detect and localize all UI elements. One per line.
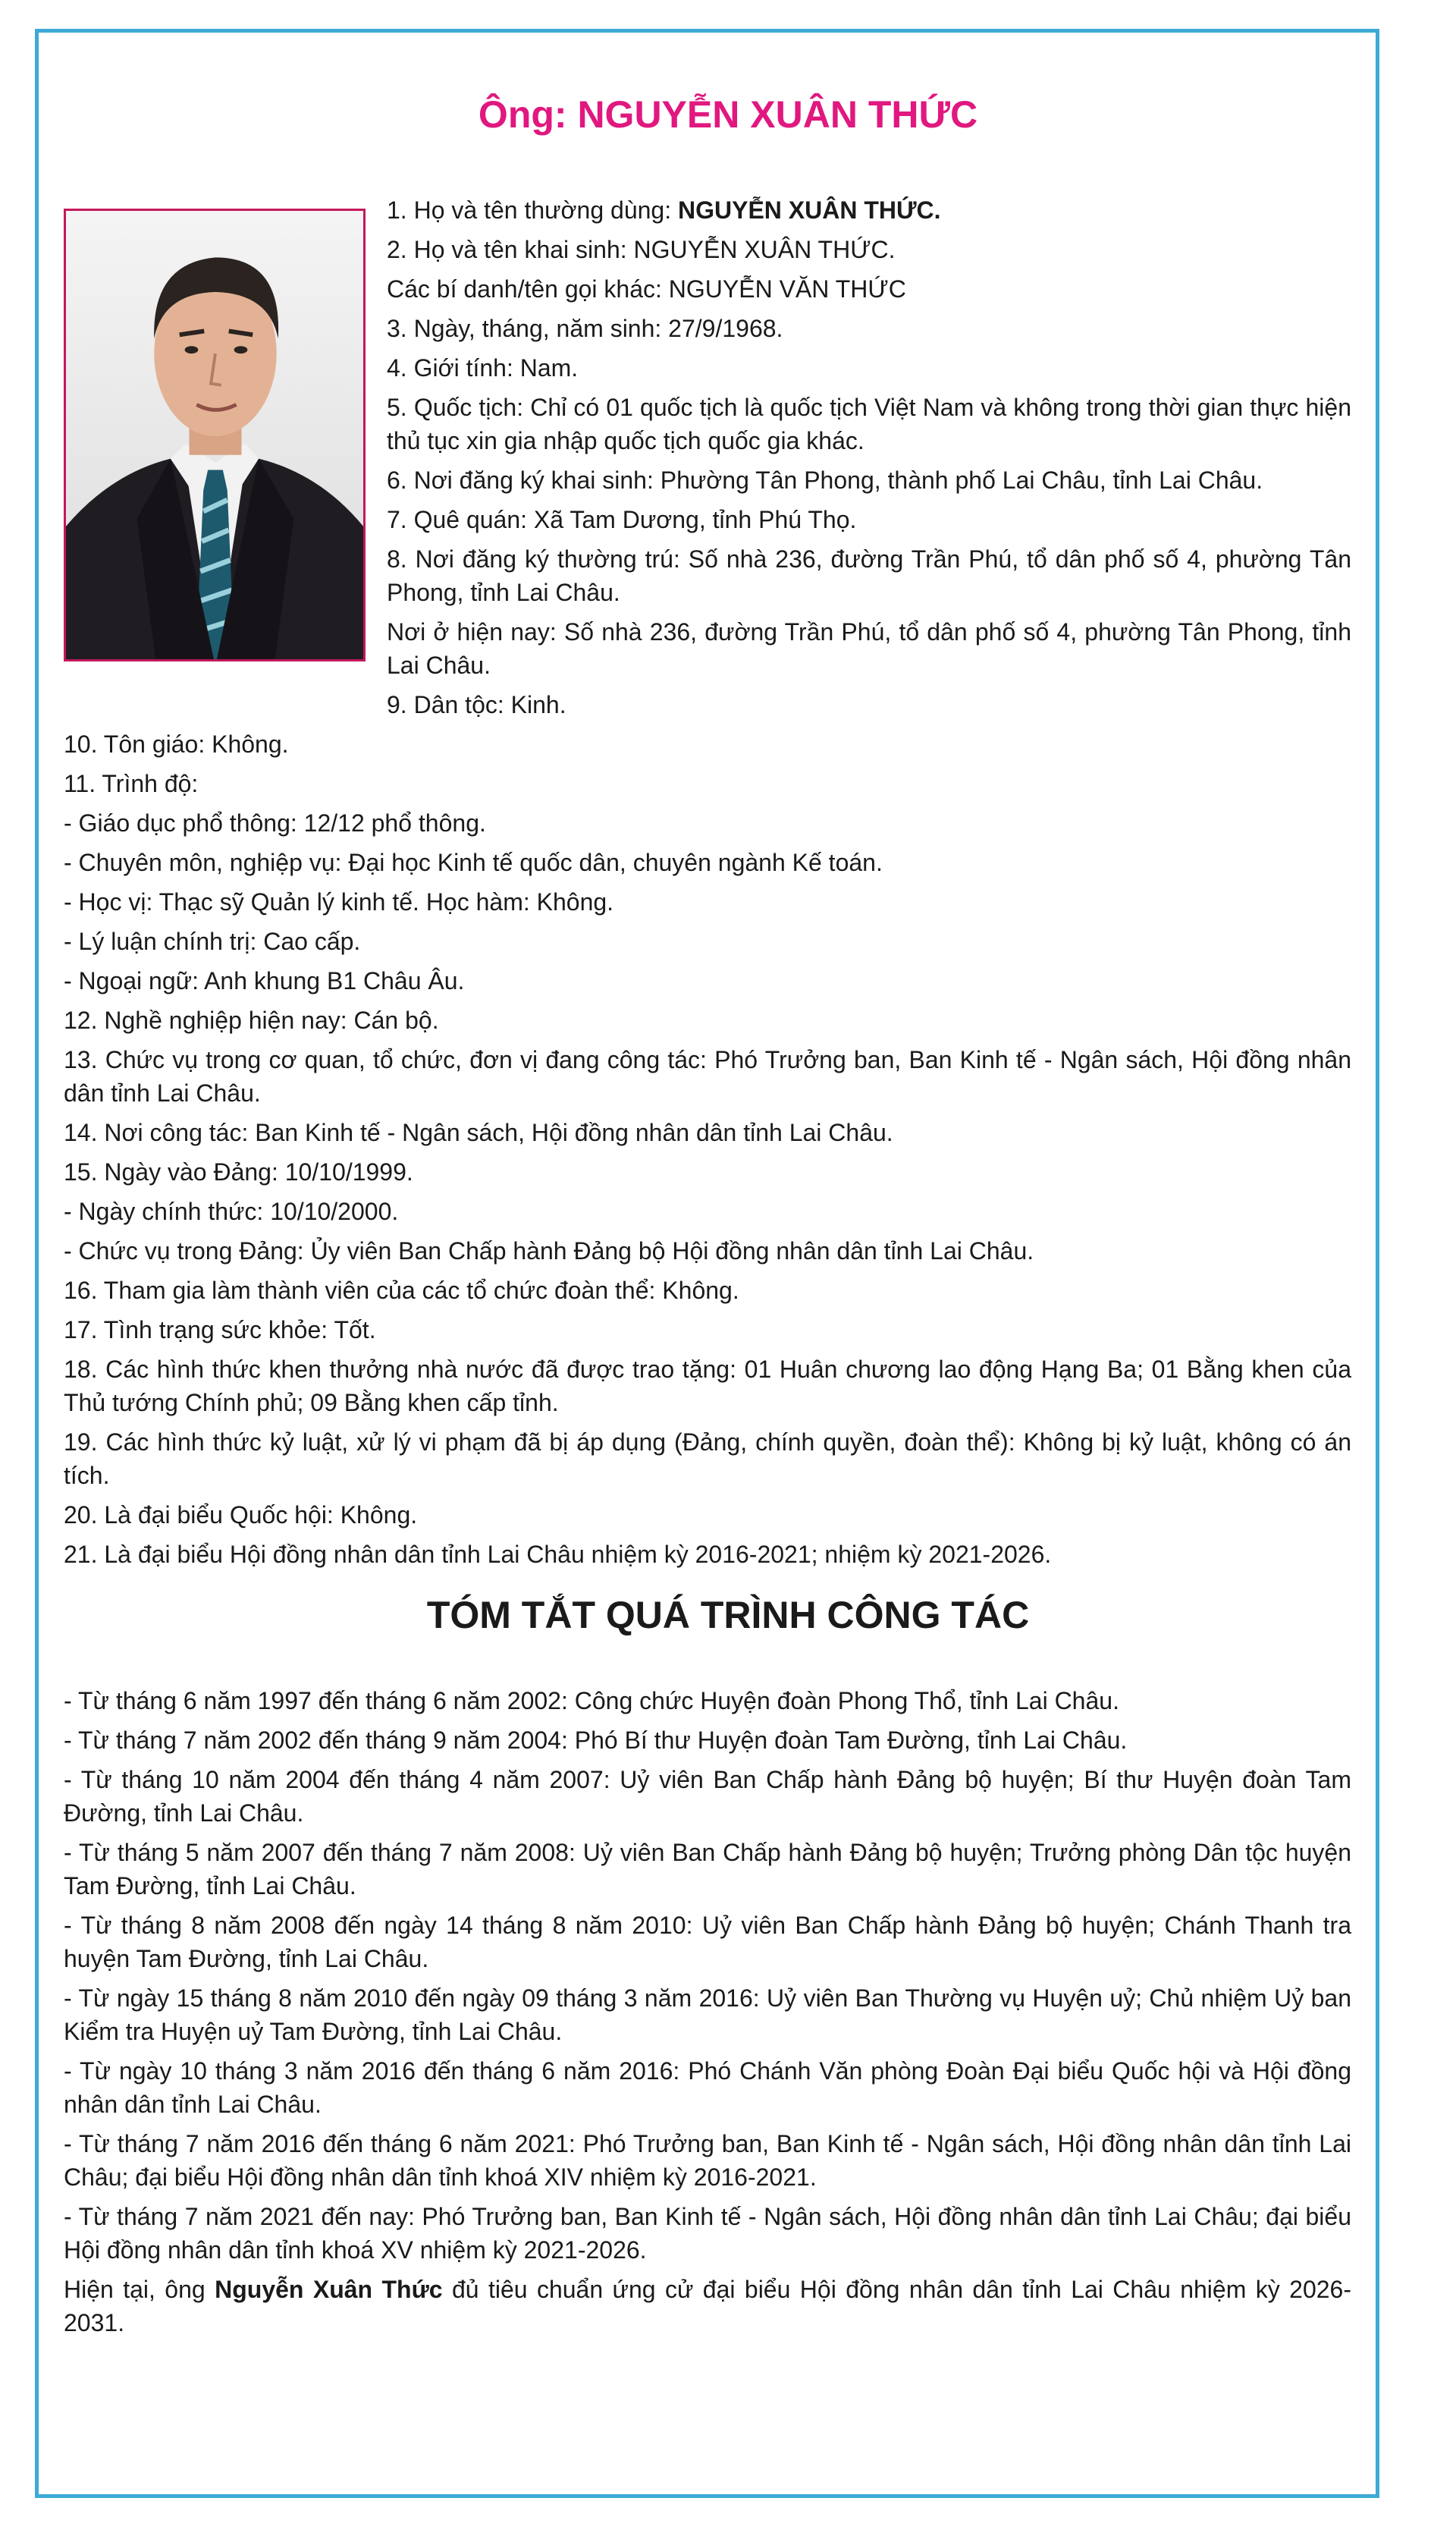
info-position: 13. Chức vụ trong cơ quan, tổ chức, đơn vị đang công tác: Phó Trưởng ban, Ban Kinh tế - Ngân sách, Hội đồng nhân dân tỉnh Lai Châu. [64, 1046, 1351, 1107]
career-item: - Từ tháng 7 năm 2021 đến nay: Phó Trưởng ban, Ban Kinh tế - Ngân sách, Hội đồng nhân dân tỉnh Lai Châu; đại biểu Hội đồng nhân dân tỉnh khoá XV nhiệm kỳ 2021-2026. [64, 2203, 1351, 2264]
career-item: - Từ tháng 8 năm 2008 đến ngày 14 tháng 8 năm 2010: Uỷ viên Ban Chấp hành Đảng bộ huyện; Chánh Thanh tra huyện Tam Đường, tỉnh Lai Châu. [64, 1912, 1351, 1972]
portrait-illustration [66, 211, 363, 659]
info-birth-date: 3. Ngày, tháng, năm sinh: 27/9/1968. [387, 315, 783, 342]
info-specialization: - Chuyên môn, nghiệp vụ: Đại học Kinh tế quốc dân, chuyên ngành Kế toán. [64, 849, 883, 876]
info-discipline: 19. Các hình thức kỷ luật, xử lý vi phạm đã bị áp dụng (Đảng, chính quyền, đoàn thể): Không bị kỷ luật, không có án tích. [64, 1428, 1351, 1489]
closing-name-bold: Nguyễn Xuân Thức [215, 2276, 443, 2303]
info-foreign-language: - Ngoại ngữ: Anh khung B1 Châu Âu. [64, 967, 465, 994]
info-organizations: 16. Tham gia làm thành viên của các tổ chức đoàn thể: Không. [64, 1277, 739, 1304]
info-political-theory: - Lý luận chính trị: Cao cấp. [64, 928, 361, 955]
info-nationality: 5. Quốc tịch: Chỉ có 01 quốc tịch là quốc tịch Việt Nam và không trong thời gian thực hiện thủ tục xin gia nhập quốc tịch quốc gia khác. [387, 394, 1351, 454]
career-item: - Từ tháng 7 năm 2002 đến tháng 9 năm 2004: Phó Bí thư Huyện đoàn Tam Đường, tỉnh Lai Châu. [64, 1727, 1128, 1754]
closing-text: đủ tiêu chuẩn ứng cử đại biểu Hội đồng nhân dân tỉnh Lai Châu nhiệm kỳ 2026-2031. [64, 2276, 1352, 2336]
career-item: - Từ tháng 7 năm 2016 đến tháng 6 năm 2021: Phó Trưởng ban, Ban Kinh tế - Ngân sách, Hội đồng nhân dân tỉnh Lai Châu; đại biểu Hội đồng nhân dân tỉnh khoá XIV nhiệm kỳ 2016-2021. [64, 2130, 1351, 2191]
info-degree: - Học vị: Thạc sỹ Quản lý kinh tế. Học hàm: Không. [64, 888, 614, 916]
info-hometown: 7. Quê quán: Xã Tam Dương, tỉnh Phú Thọ. [387, 506, 857, 533]
closing-text: Hiện tại, ông [64, 2276, 215, 2303]
career-item: - Từ tháng 5 năm 2007 đến tháng 7 năm 2008: Uỷ viên Ban Chấp hành Đảng bộ huyện; Trưởng phòng Dân tộc huyện Tam Đường, tỉnh Lai Châu. [64, 1839, 1351, 1899]
info-occupation: 12. Nghề nghiệp hiện nay: Cán bộ. [64, 1007, 439, 1034]
info-general-education: - Giáo dục phổ thông: 12/12 phổ thông. [64, 809, 486, 837]
info-awards: 18. Các hình thức khen thưởng nhà nước đã được trao tặng: 01 Huân chương lao động Hạng Ba; 01 Bằng khen của Thủ tướng Chính phủ; 09 Bằng khen cấp tỉnh. [64, 1356, 1351, 1416]
info-current-address: Nơi ở hiện nay: Số nhà 236, đường Trần Phú, tổ dân phố số 4, phường Tân Phong, tỉnh Lai Châu. [387, 618, 1351, 679]
info-workplace: 14. Nơi công tác: Ban Kinh tế - Ngân sách, Hội đồng nhân dân tỉnh Lai Châu. [64, 1119, 893, 1146]
info-party-official-date: - Ngày chính thức: 10/10/2000. [64, 1198, 399, 1225]
info-religion: 10. Tôn giáo: Không. [64, 731, 289, 758]
info-aliases: Các bí danh/tên gọi khác: NGUYỄN VĂN THỨC [387, 275, 906, 303]
career-item: - Từ ngày 10 tháng 3 năm 2016 đến tháng 6 năm 2016: Phó Chánh Văn phòng Đoàn Đại biểu Quốc hội và Hội đồng nhân dân tỉnh Lai Châu. [64, 2057, 1351, 2118]
career-item: - Từ tháng 10 năm 2004 đến tháng 4 năm 2007: Uỷ viên Ban Chấp hành Đảng bộ huyện; Bí thư Huyện đoàn Tam Đường, tỉnh Lai Châu. [64, 1766, 1351, 1827]
info-party-position: - Chức vụ trong Đảng: Ủy viên Ban Chấp hành Đảng bộ Hội đồng nhân dân tỉnh Lai Châu. [64, 1237, 1034, 1265]
info-qualifications: 11. Trình độ: [64, 770, 199, 797]
info-council-delegate: 21. Là đại biểu Hội đồng nhân dân tỉnh Lai Châu nhiệm kỳ 2016-2021; nhiệm kỳ 2021-2026. [64, 1541, 1052, 1568]
info-party-join-date: 15. Ngày vào Đảng: 10/10/1999. [64, 1158, 413, 1186]
info-label: 1. Họ và tên thường dùng: [387, 196, 678, 224]
info-national-assembly: 20. Là đại biểu Quốc hội: Không. [64, 1501, 418, 1529]
info-birth-name: 2. Họ và tên khai sinh: NGUYỄN XUÂN THỨC. [387, 236, 896, 263]
portrait-photo [64, 209, 366, 661]
info-ethnicity: 9. Dân tộc: Kinh. [387, 691, 566, 718]
info-health: 17. Tình trạng sức khỏe: Tốt. [64, 1316, 376, 1343]
info-gender: 4. Giới tính: Nam. [387, 354, 579, 382]
info-full-name [387, 193, 1351, 227]
career-closing-statement [64, 2273, 1351, 2339]
info-birth-place: 6. Nơi đăng ký khai sinh: Phường Tân Phong, thành phố Lai Châu, tỉnh Lai Châu. [387, 467, 1263, 494]
career-section-title: TÓM TẮT QUÁ TRÌNH CÔNG TÁC [426, 1594, 1030, 1636]
info-permanent-address: 8. Nơi đăng ký thường trú: Số nhà 236, đường Trần Phú, tổ dân phố số 4, phường Tân Phong, tỉnh Lai Châu. [387, 545, 1351, 606]
page-title: Ông: NGUYỄN XUÂN THỨC [478, 93, 978, 136]
career-item: - Từ ngày 15 tháng 8 năm 2010 đến ngày 09 tháng 3 năm 2016: Uỷ viên Ban Thường vụ Huyện uỷ; Chủ nhiệm Uỷ ban Kiểm tra Huyện uỷ Tam Đường, tỉnh Lai Châu. [64, 1984, 1351, 2045]
career-item: - Từ tháng 6 năm 1997 đến tháng 6 năm 2002: Công chức Huyện đoàn Phong Thổ, tỉnh Lai Châu. [64, 1687, 1119, 1714]
full-name-bold: NGUYỄN XUÂN THỨC. [677, 196, 941, 224]
